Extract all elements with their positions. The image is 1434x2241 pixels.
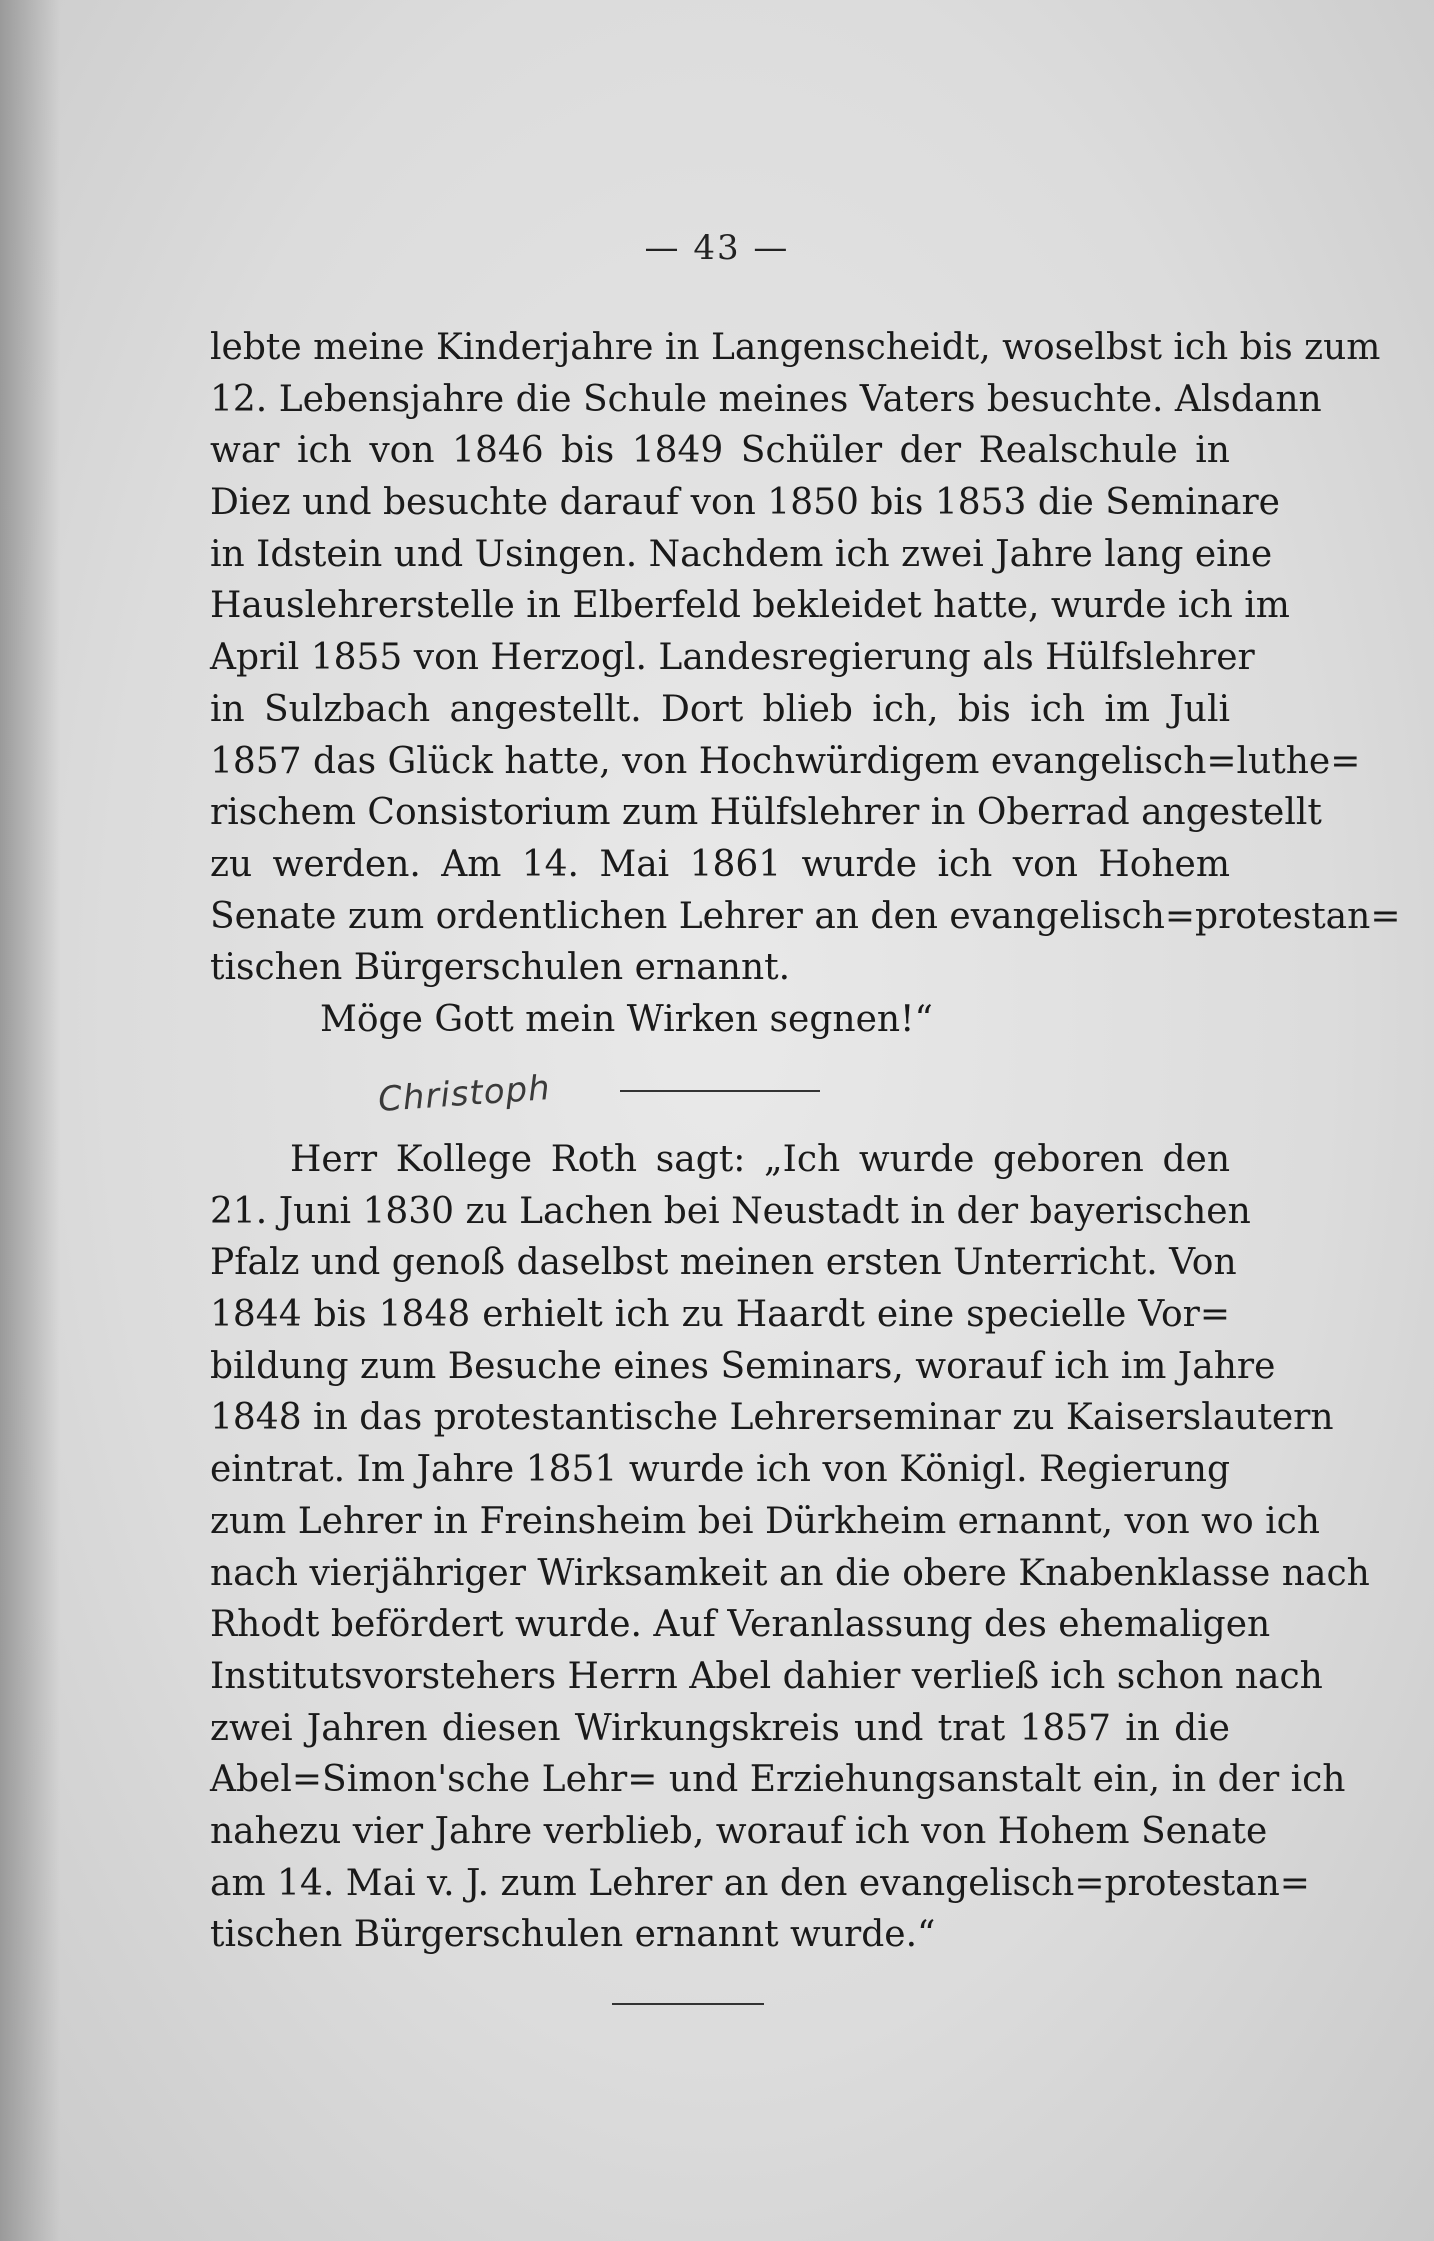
text-line: Herr Kollege Roth sagt: „Ich wurde geboren den (290, 1139, 1230, 1180)
page-number: — 43 — (644, 228, 790, 268)
text-line: nach vierjähriger Wirksamkeit an die obere Knabenklasse nach (210, 1552, 1370, 1594)
text-line: in Sulzbach angestellt. Dort blieb ich, bis ich im Juli (210, 688, 1230, 730)
text-line: Diez und besuchte darauf von 1850 bis 1853 die Seminare (210, 482, 1280, 524)
text-line: Pfalz und genoß daselbst meinen ersten Unterricht. Von (210, 1242, 1237, 1284)
text-line: lebte meine Kinderjahre in Langenscheidt, woselbst ich bis zum (210, 327, 1381, 368)
text-line: Senate zum ordentlichen Lehrer an den evangelisch=protestan= (210, 895, 1401, 937)
text-line: Hauslehrerstelle in Elberfeld bekleidet hatte, wurde ich im (210, 585, 1290, 627)
text-line: zu werden. Am 14. Mai 1861 wurde ich von Hohem (210, 843, 1230, 885)
text-line: zwei Jahren diesen Wirkungskreis und trat 1857 in die (210, 1707, 1230, 1749)
section-divider (612, 2003, 764, 2005)
text-line: tischen Bürgerschulen ernannt. (210, 947, 791, 989)
handwritten-annotation: Christoph (376, 1068, 552, 1120)
text-line: 12. Lebensjahre die Schule meines Vaters besuchte. Alsdann (210, 378, 1322, 420)
text-line: rischem Consistorium zum Hülfslehrer in Oberrad angestellt (210, 792, 1322, 834)
text-line: tischen Bürgerschulen ernannt wurde.“ (210, 1914, 936, 1956)
closing-line: Möge Gott mein Wirken segnen!“ (320, 998, 933, 1040)
text-line: bildung zum Besuche eines Seminars, worauf ich im Jahre (210, 1345, 1276, 1387)
text-line: in Idstein und Usingen. Nachdem ich zwei Jahre lang eine (210, 533, 1273, 575)
text-line: Rhodt befördert wurde. Auf Veranlassung des ehemaligen (210, 1604, 1271, 1646)
text-line: 1857 das Glück hatte, von Hochwürdigem evangelisch=luthe= (210, 740, 1361, 782)
text-line: 21. Juni 1830 zu Lachen bei Neustadt in der bayerischen (210, 1190, 1251, 1232)
text-line: Institutsvorstehers Herrn Abel dahier verließ ich schon nach (210, 1655, 1323, 1697)
text-line: April 1855 von Herzogl. Landesregierung als Hülfslehrer (210, 637, 1255, 679)
paragraph-1 (210, 322, 1401, 1046)
text-line: 1848 in das protestantische Lehrerseminar zu Kaiserslautern (210, 1397, 1334, 1439)
section-divider (620, 1090, 820, 1092)
text-line: 1844 bis 1848 erhielt ich zu Haardt eine specielle Vor= (210, 1294, 1230, 1336)
paragraph-2 (210, 1134, 1370, 1961)
text-line: eintrat. Im Jahre 1851 wurde ich von Königl. Regierung (210, 1449, 1230, 1491)
text-line: zum Lehrer in Freinsheim bei Dürkheim ernannt, von wo ich (210, 1500, 1320, 1542)
text-line: am 14. Mai v. J. zum Lehrer an den evangelisch=protestan= (210, 1862, 1310, 1904)
text-line: nahezu vier Jahre verblieb, worauf ich von Hohem Senate (210, 1810, 1268, 1852)
text-line: Abel=Simon'sche Lehr= und Erziehungsanstalt ein, in der ich (210, 1759, 1346, 1801)
text-line: war ich von 1846 bis 1849 Schüler der Realschule in (210, 430, 1230, 472)
